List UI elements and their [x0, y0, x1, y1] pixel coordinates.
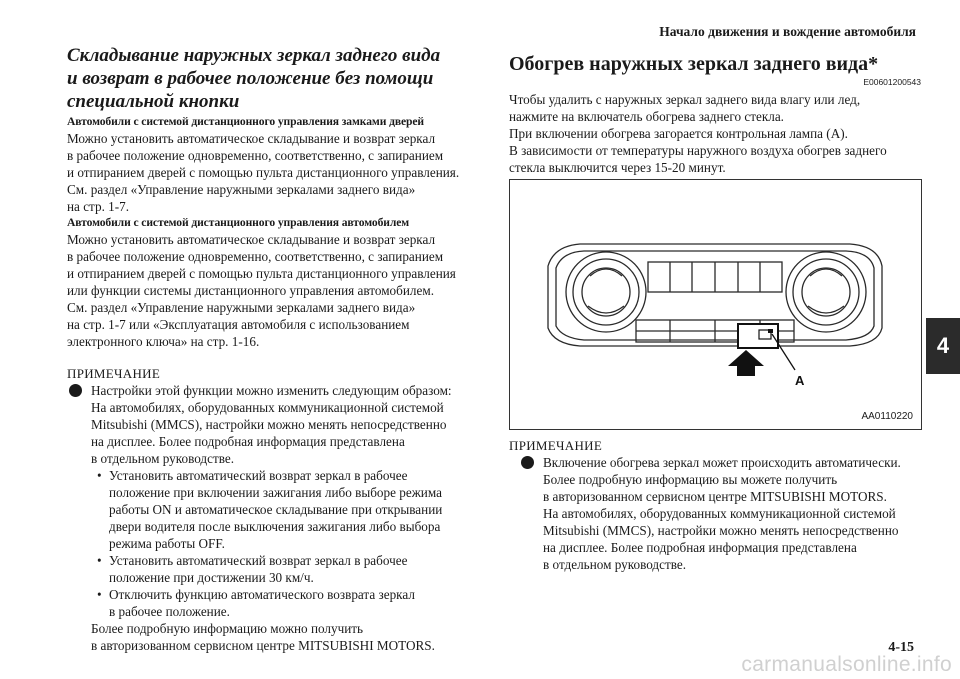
text-line: в авторизованном сервисном центре MITSUBISHI MOTORS. [91, 638, 435, 653]
title-line: и возврат в рабочее положение без помощи [67, 68, 434, 89]
paragraph-remote-locking [67, 130, 485, 215]
text-line: При включении обогрева загорается контрольная лампа (A). [509, 126, 848, 141]
text-line: в отдельном руководстве. [543, 557, 687, 572]
bullet-icon: • [97, 468, 102, 483]
list-item [91, 586, 485, 620]
title-line: Складывание наружных зеркал заднего вида [67, 45, 441, 66]
text-line: Можно установить автоматическое складывание и возврат зеркал [67, 131, 436, 146]
text-line: Настройки этой функции можно изменить следующим образом: [91, 383, 452, 398]
note-label: ПРИМЕЧАНИЕ [67, 366, 161, 381]
text-line: на стр. 1-7. [67, 199, 130, 214]
text-line: в отдельном руководстве. [91, 451, 235, 466]
document-code: E00601200543 [863, 77, 921, 87]
list-item [91, 467, 485, 552]
text-line: работы ON и автоматическое складывание при открывании [109, 502, 443, 517]
settings-list [67, 467, 485, 620]
figure-code: AA0110220 [861, 411, 913, 422]
section-title-mirror-heating: Обогрев наружных зеркал заднего вида* [509, 53, 879, 75]
text-line: На автомобилях, оборудованных коммуникационной системой [91, 400, 444, 415]
note-bullet-text [543, 454, 901, 573]
text-line: положение при достижении 30 км/ч. [109, 570, 314, 585]
text-line: и отпиранием дверей с помощью пульта дистанционного управления [67, 266, 456, 281]
note-bullet [509, 454, 921, 573]
text-line: Mitsubishi (MMCS), настройки можно менять непосредственно [91, 417, 447, 432]
note-bullet [67, 382, 485, 467]
text-line: Можно установить автоматическое складывание и возврат зеркал [67, 232, 436, 247]
bullet-dot-icon [69, 384, 82, 397]
subheading-remote-vehicle: Автомобили с системой дистанционного управления автомобилем [67, 216, 410, 229]
text-line: в рабочее положение. [109, 604, 230, 619]
text-line: двери водителя после выключения зажигания либо выбора [109, 519, 441, 534]
text-line: Установить автоматический возврат зеркал в рабочее [109, 553, 408, 568]
note-label: ПРИМЕЧАНИЕ [509, 438, 603, 453]
text-line: См. раздел «Управление наружными зеркалами заднего вида» [67, 182, 416, 197]
note-bullet-text [91, 382, 452, 467]
callout-label: A [795, 373, 805, 388]
text-line: Отключить функцию автоматического возврата зеркал [109, 587, 415, 602]
page-number: 4-15 [888, 640, 914, 655]
bullet-icon: • [97, 587, 102, 602]
text-line: электронного ключа» на стр. 1-16. [67, 334, 260, 349]
text-line: Более подробную информацию можно получить [91, 621, 364, 636]
press-arrow-icon [728, 350, 764, 376]
bullet-dot-icon [521, 456, 534, 469]
text-line: на дисплее. Более подробная информация представлена [91, 434, 405, 449]
text-line: Mitsubishi (MMCS), настройки можно менять непосредственно [543, 523, 899, 538]
paragraph-remote-vehicle [67, 231, 485, 350]
list-item [91, 552, 485, 586]
climate-panel-illustration [510, 180, 920, 428]
text-line: в авторизованном сервисном центре MITSUBISHI MOTORS. [543, 489, 887, 504]
text-line: и отпиранием дверей с помощью пульта дистанционного управления. [67, 165, 460, 180]
text-line: нажмите на включатель обогрева заднего стекла. [509, 109, 784, 124]
note-block-right [509, 437, 921, 573]
paragraph-mirror-heating [509, 91, 921, 176]
right-column [509, 52, 921, 176]
text-line: в рабочее положение одновременно, соответственно, с запиранием [67, 249, 444, 264]
note-block-left [67, 365, 485, 654]
bullet-icon: • [97, 553, 102, 568]
note-end [67, 620, 485, 654]
text-line: на дисплее. Более подробная информация представлена [543, 540, 857, 555]
text-line: Установить автоматический возврат зеркал в рабочее [109, 468, 408, 483]
climate-panel-figure [509, 179, 922, 430]
text-line: положение при включении зажигания либо выборе режима [109, 485, 442, 500]
text-line: режима работы OFF. [109, 536, 225, 551]
text-line: или функции системы дистанционного управления автомобилем. [67, 283, 434, 298]
section-title-row [509, 52, 921, 76]
text-line: стекла выключится через 15-20 минут. [509, 160, 726, 175]
text-line: Чтобы удалить с наружных зеркал заднего вида влагу или лед, [509, 92, 861, 107]
chapter-tab: 4 [926, 318, 960, 374]
text-line: на стр. 1-7 или «Эксплуатация автомобиля с использованием [67, 317, 410, 332]
text-line: Более подробную информацию вы можете получить [543, 472, 838, 487]
left-column [67, 44, 485, 654]
running-header: Начало движения и вождение автомобиля [659, 24, 916, 39]
section-title-mirror-folding [67, 44, 485, 113]
title-line: специальной кнопки [67, 91, 240, 112]
text-line: На автомобилях, оборудованных коммуникационной системой [543, 506, 896, 521]
watermark: carmanualsonline.info [741, 653, 952, 676]
text-line: в рабочее положение одновременно, соответственно, с запиранием [67, 148, 444, 163]
text-line: Включение обогрева зеркал может происходить автоматически. [543, 455, 901, 470]
text-line: В зависимости от температуры наружного воздуха обогрев заднего [509, 143, 887, 158]
text-line: См. раздел «Управление наружными зеркалами заднего вида» [67, 300, 416, 315]
subheading-remote-locking: Автомобили с системой дистанционного управления замками дверей [67, 115, 425, 128]
